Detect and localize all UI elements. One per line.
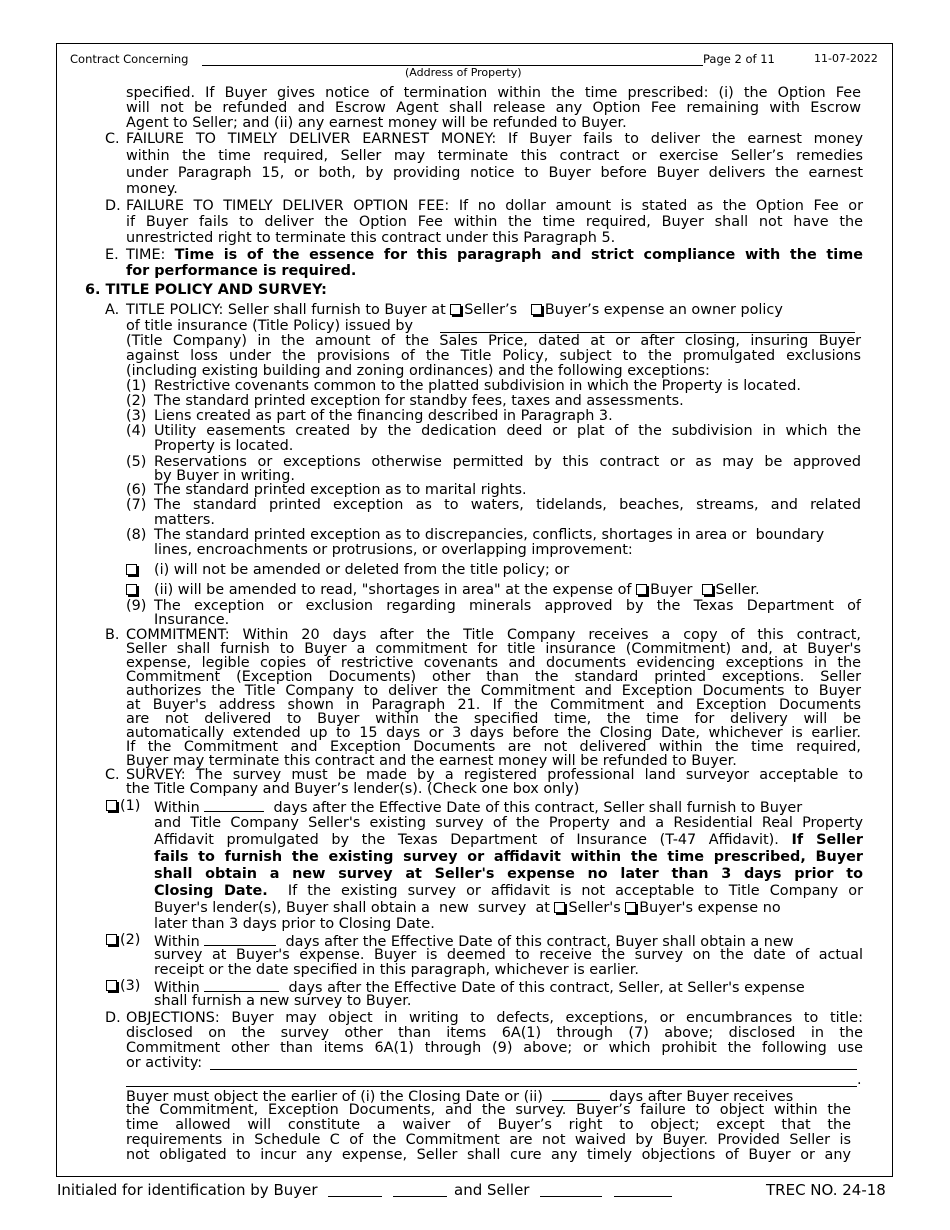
option-i-text: (i) will not be amended or deleted from the title policy; or <box>154 562 570 578</box>
item-number: (7) <box>126 497 147 513</box>
prohibited-use-field-1[interactable] <box>210 1056 857 1070</box>
para-5c-label: C. <box>105 131 120 147</box>
para-5d-line-1: FAILURE TO TIMELY DELIVER OPTION FEE: If no dollar amount is stated as the Option Fee or <box>126 198 863 214</box>
survey-seller-expense-checkbox[interactable] <box>554 902 565 913</box>
survey-option-2-line-1: Within days after the Effective Date of this contract, Buyer shall obtain a new <box>154 934 794 950</box>
para-5e-line-1: TIME: Time is of the essence for this paragraph and strict compliance with the time <box>126 247 863 263</box>
para-5c-line-2: within the time required, Seller may terminate this contract or exercise Seller’s remedies <box>126 148 863 164</box>
exception-item-6: The standard printed exception as to marital rights. <box>154 482 527 498</box>
address-caption: (Address of Property) <box>405 66 522 79</box>
objections-line-2: disclosed on the survey other than items 6A(1) through (7) above; disclosed in the <box>126 1025 863 1041</box>
exception-item-1: Restrictive covenants common to the platted subdivision in which the Property is located. <box>154 378 801 394</box>
buyer-initial-1-field[interactable] <box>328 1182 382 1197</box>
para-6a-label: A. <box>105 302 120 318</box>
para-5c-line-3: under Paragraph 15, or both, by providing notice to Buyer before Buyer delivers the earnest <box>126 165 863 181</box>
exception-item-7: The standard printed exception as to waters, tidelands, beaches, streams, and related <box>154 497 861 513</box>
option-ii-row <box>126 583 140 598</box>
survey-3-days-field[interactable] <box>204 979 279 992</box>
survey-option-2-line-3: receipt or the date specified in this paragraph, whichever is earlier. <box>154 962 639 978</box>
survey-option-1-line-6: Closing Date. If the existing survey or affidavit is not acceptable to Title Company or <box>154 883 863 899</box>
commitment-line: Seller shall furnish to Buyer a commitment for title insurance (Commitment) and, at Buyer's <box>126 641 861 657</box>
para-6a-line-2: of title insurance (Title Policy) issued by <box>126 318 414 334</box>
survey-option-3-row: (3) <box>106 979 140 994</box>
survey-option-3-line-1: Within days after the Effective Date of this contract, Seller, at Seller's expense <box>154 980 805 996</box>
exception-item-9: The exception or exclusion regarding minerals approved by the Texas Department of <box>154 598 861 614</box>
para-6c-label: C. <box>105 767 120 783</box>
item-number: (8) <box>126 527 147 543</box>
seller-initial-2-field[interactable] <box>614 1182 672 1197</box>
survey-buyer-expense-checkbox[interactable] <box>625 902 636 913</box>
exception-item-4-cont: Property is located. <box>154 438 294 454</box>
exception-item-8-cont: lines, encroachments or protrusions, or overlapping improvement: <box>154 542 633 558</box>
commitment-line: COMMITMENT: Within 20 days after the Title Company receives a copy of this contract, <box>126 627 861 643</box>
survey-1-days-field[interactable] <box>204 799 264 812</box>
option-termination-line-3: Agent to Seller; and (ii) any earnest money will be refunded to Buyer. <box>126 115 627 131</box>
para-5e-line-2: for performance is required. <box>126 263 357 279</box>
option-ii-text: (ii) will be amended to read, "shortages in area" at the expense of Buyer Seller. <box>154 582 760 598</box>
survey-option-1-line-1: Within days after the Effective Date of this contract, Seller shall furnish to Buyer <box>154 800 803 816</box>
exception-item-7-cont: matters. <box>154 512 215 528</box>
survey-2-days-field[interactable] <box>204 933 276 946</box>
survey-option-1-line-2: and Title Company Seller's existing survey of the Property and a Residential Real Property <box>154 815 863 831</box>
exception-item-5-cont: by Buyer in writing. <box>154 468 295 484</box>
para-6b-label: B. <box>105 627 120 643</box>
survey-option-1-line-8: later than 3 days prior to Closing Date. <box>154 916 435 932</box>
form-date: 11-07-2022 <box>814 52 878 65</box>
objections-line-1: OBJECTIONS: Buyer may object in writing to defects, exceptions, or encumbrances to title: <box>126 1010 863 1026</box>
para-5d-label: D. <box>105 198 121 214</box>
para-5c-line-1: FAILURE TO TIMELY DELIVER EARNEST MONEY: If Buyer fails to deliver the earnest money <box>126 131 863 147</box>
objection-days-field[interactable] <box>552 1088 600 1101</box>
objections-line-10: not obligated to incur any expense, Seller shall cure any timely objections of Buyer or any <box>126 1147 851 1163</box>
survey-option-2-row: (2) <box>106 933 140 948</box>
initialed-buyer-label: Initialed for identification by Buyer <box>57 1181 318 1199</box>
seller-initial-1-field[interactable] <box>540 1182 602 1197</box>
buyer-initial-2-field[interactable] <box>393 1182 447 1197</box>
property-address-field[interactable] <box>202 52 703 66</box>
item-number: (9) <box>126 598 147 614</box>
item-number: (1) <box>126 378 147 394</box>
option-i-checkbox[interactable] <box>126 564 137 575</box>
survey-option-3-checkbox[interactable] <box>106 980 117 991</box>
item-number: (4) <box>126 423 147 439</box>
survey-option-1-row: (1) <box>106 799 140 814</box>
item-number: (3) <box>126 408 147 424</box>
objections-line-9: requirements in Schedule C of the Commitment are not waived by Buyer. Provided Seller is <box>126 1132 851 1148</box>
commitment-line: expense, legible copies of restrictive covenants and documents evidencing exceptions in the <box>126 655 861 671</box>
survey-option-1-checkbox[interactable] <box>106 800 117 811</box>
objections-line-7: the Commitment, Exception Documents, and the survey. Buyer’s failure to object within the <box>126 1102 851 1118</box>
survey-line-2: the Title Company and Buyer’s lender(s). (Check one box only) <box>126 781 580 797</box>
seller-expense-checkbox[interactable] <box>450 304 461 315</box>
objections-line-8: time allowed will constitute a waiver of Buyer’s right to object; except that the <box>126 1117 851 1133</box>
contract-concerning-label: Contract Concerning <box>70 52 189 66</box>
option-ii-seller-checkbox[interactable] <box>702 584 713 595</box>
title-company-field[interactable] <box>440 319 855 333</box>
objections-period: . <box>857 1072 862 1088</box>
para-5c-line-4: money. <box>126 181 178 197</box>
prohibited-use-field-2[interactable] <box>126 1073 857 1087</box>
survey-option-1-line-3: Affidavit promulgated by the Texas Department of Insurance (T-47 Affidavit). If Seller <box>154 832 863 848</box>
survey-option-2-line-2: survey at Buyer's expense. Buyer is deemed to receive the survey on the date of actual <box>154 947 863 963</box>
commitment-line: Commitment (Exception Documents) other than the standard printed exceptions. Seller <box>126 669 861 685</box>
page-number: Page 2 of 11 <box>703 52 775 66</box>
section-6-heading: 6. TITLE POLICY AND SURVEY: <box>85 282 327 298</box>
exception-item-3: Liens created as part of the financing described in Paragraph 3. <box>154 408 613 424</box>
exception-item-2: The standard printed exception for standby fees, taxes and assessments. <box>154 393 684 409</box>
commitment-line: at Buyer's address shown in Paragraph 21. If the Commitment and Exception Documents <box>126 697 861 713</box>
commitment-line: are not delivered to Buyer within the specified time, the time for delivery will be <box>126 711 861 727</box>
buyer-expense-checkbox[interactable] <box>531 304 542 315</box>
objections-line-6: Buyer must object the earlier of (i) the Closing Date or (ii) days after Buyer receives <box>126 1089 794 1105</box>
option-ii-checkbox[interactable] <box>126 584 137 595</box>
para-5d-line-3: unrestricted right to terminate this contract under this Paragraph 5. <box>126 230 616 246</box>
item-number: (2) <box>126 393 147 409</box>
para-6d-label: D. <box>105 1010 121 1026</box>
survey-option-3-line-2: shall furnish a new survey to Buyer. <box>154 993 412 1009</box>
commitment-line: If the Commitment and Exception Documents are not delivered within the time required, <box>126 739 861 755</box>
objections-line-3: Commitment other than items 6A(1) through (9) above; or which prohibit the following use <box>126 1040 863 1056</box>
para-6a-line-1: TITLE POLICY: Seller shall furnish to Buyer at Seller’s Buyer’s expense an owner policy <box>126 302 783 318</box>
exception-item-5: Reservations or exceptions otherwise permitted by this contract or as may be approved <box>154 454 861 470</box>
exception-item-8: The standard printed exception as to discrepancies, conflicts, shortages in area or boundary <box>154 527 825 543</box>
exception-item-9-cont: Insurance. <box>154 612 230 628</box>
trec-number: TREC NO. 24-18 <box>766 1181 886 1199</box>
option-i-row <box>126 563 140 578</box>
option-termination-line-1: specified. If Buyer gives notice of termination within the time prescribed: (i) the Option Fee <box>126 85 861 101</box>
option-termination-line-2: will not be refunded and Escrow Agent shall release any Option Fee remaining with Escrow <box>126 100 861 116</box>
survey-option-1-line-7: Buyer's lender(s), Buyer shall obtain a new survey at Seller's Buyer's expense no <box>154 900 781 916</box>
commitment-line: authorizes the Title Company to deliver the Commitment and Exception Documents to Buyer <box>126 683 861 699</box>
objections-line-4: or activity: <box>126 1055 203 1071</box>
survey-option-1-line-5: shall obtain a new survey at Seller's expense no later than 3 days prior to <box>154 866 863 882</box>
and-seller-label: and Seller <box>454 1181 530 1199</box>
option-ii-buyer-checkbox[interactable] <box>636 584 647 595</box>
survey-line-1: SURVEY: The survey must be made by a registered professional land surveyor acceptable to <box>126 767 863 783</box>
survey-option-1-line-4: fails to furnish the existing survey or affidavit within the time prescribed, Buyer <box>154 849 863 865</box>
para-6a-line-4: against loss under the provisions of the Title Policy, subject to the promulgated exclusions <box>126 348 861 364</box>
para-6a-line-3: (Title Company) in the amount of the Sales Price, dated at or after closing, insuring Buyer <box>126 333 861 349</box>
item-number: (5) <box>126 454 147 470</box>
commitment-line: automatically extended up to 15 days or 3 days before the Closing Date, whichever is earlier. <box>126 725 861 741</box>
para-5d-line-2: if Buyer fails to deliver the Option Fee within the time required, Buyer shall not have the <box>126 214 863 230</box>
para-6a-line-5: (including existing building and zoning ordinances) and the following exceptions: <box>126 363 710 379</box>
para-5e-label: E. <box>105 247 119 263</box>
exception-item-4: Utility easements created by the dedication deed or plat of the subdivision in which the <box>154 423 861 439</box>
commitment-line: Buyer may terminate this contract and the earnest money will be refunded to Buyer. <box>126 753 737 769</box>
survey-option-2-checkbox[interactable] <box>106 934 117 945</box>
item-number: (6) <box>126 482 147 498</box>
